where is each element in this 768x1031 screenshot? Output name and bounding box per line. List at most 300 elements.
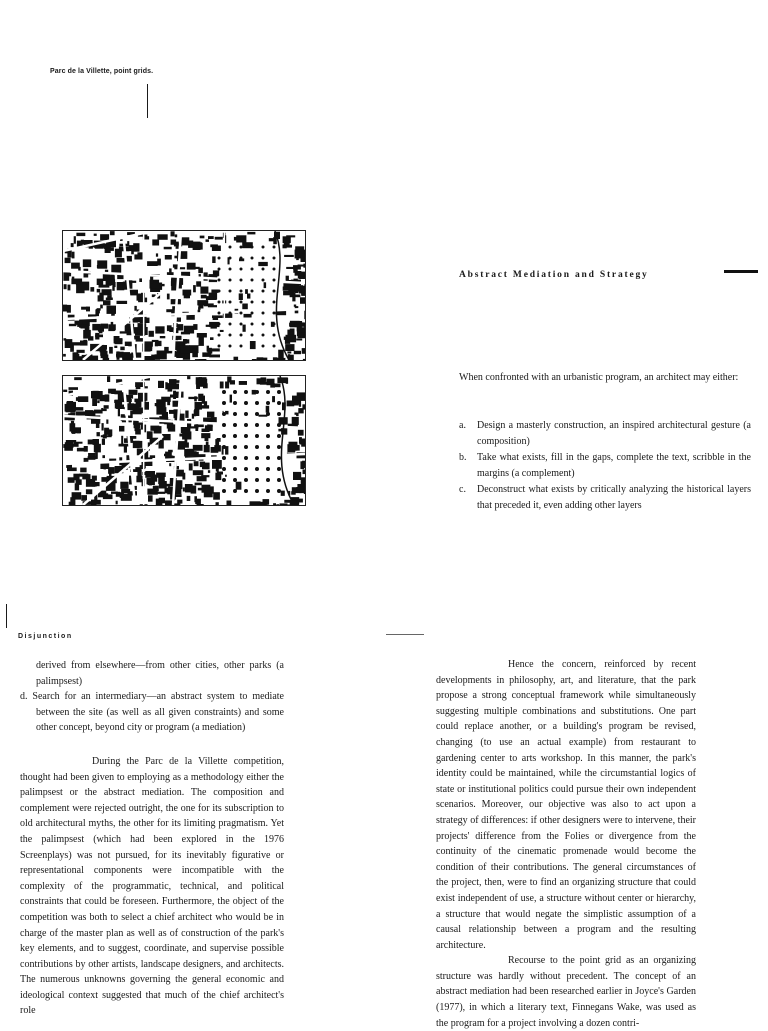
building-block: [147, 489, 157, 495]
building-block: [281, 491, 285, 496]
building-block: [78, 396, 88, 402]
grid-point: [229, 257, 232, 260]
grid-point: [218, 312, 221, 315]
building-block: [63, 354, 66, 357]
building-block: [292, 417, 299, 425]
building-block: [85, 410, 93, 417]
grid-point: [266, 434, 270, 438]
building-block: [64, 284, 67, 289]
list-item: [459, 450, 751, 482]
building-block: [88, 336, 93, 340]
building-block: [290, 329, 295, 332]
grid-point: [244, 445, 248, 449]
grid-point: [266, 401, 270, 405]
building-block: [111, 492, 118, 494]
grid-point: [266, 445, 270, 449]
building-block: [98, 295, 100, 301]
grid-point: [244, 423, 248, 427]
options-list: [459, 418, 751, 514]
building-block: [236, 482, 242, 490]
building-block: [197, 333, 207, 338]
building-block: [212, 256, 215, 263]
building-block: [247, 294, 250, 299]
building-block: [96, 421, 100, 428]
building-block: [215, 237, 223, 240]
building-block: [302, 461, 305, 468]
building-block: [199, 274, 201, 277]
building-block: [137, 470, 141, 479]
building-block: [213, 317, 219, 321]
building-block: [86, 479, 95, 487]
building-block: [150, 426, 159, 431]
building-block: [301, 286, 305, 295]
building-block: [107, 295, 112, 298]
building-block: [103, 358, 110, 360]
list-text: Deconstruct what exists by critically analyzing the historical layers that preceded it, even adding other layers: [477, 482, 751, 514]
point-grid-map-top: [62, 230, 306, 361]
building-block: [209, 293, 218, 300]
grid-point: [255, 390, 259, 394]
grid-point: [277, 434, 281, 438]
building-block: [206, 239, 210, 242]
building-block: [72, 252, 75, 259]
building-block: [196, 281, 201, 286]
building-block: [273, 503, 276, 505]
building-block: [149, 331, 154, 337]
grid-point: [273, 290, 276, 293]
building-block: [194, 496, 197, 502]
building-block: [97, 260, 107, 268]
grid-point: [244, 478, 248, 482]
grid-point: [233, 390, 237, 394]
building-block: [74, 407, 83, 411]
building-block: [179, 434, 188, 437]
grid-point: [218, 290, 221, 293]
grid-point: [233, 478, 237, 482]
building-block: [266, 406, 270, 413]
building-block: [298, 332, 306, 338]
building-block: [192, 244, 198, 248]
building-block: [115, 249, 122, 258]
street-line: [173, 231, 181, 360]
building-block: [294, 290, 298, 294]
grid-point: [251, 323, 254, 326]
building-block: [245, 289, 248, 294]
building-block: [289, 442, 298, 447]
grid-point: [273, 268, 276, 271]
building-block: [70, 497, 75, 505]
building-block: [97, 400, 99, 403]
building-block: [199, 337, 204, 346]
building-block: [209, 274, 219, 276]
grid-point: [273, 301, 276, 304]
grid-point: [266, 390, 270, 394]
grid-point: [229, 268, 232, 271]
building-block: [244, 314, 252, 318]
building-block: [117, 351, 120, 359]
building-block: [259, 415, 268, 417]
urban-map-drawing: [63, 376, 305, 505]
building-block: [211, 325, 217, 329]
building-block: [216, 502, 219, 505]
building-block: [164, 247, 172, 250]
grid-point: [244, 467, 248, 471]
building-block: [145, 386, 148, 388]
building-block: [76, 411, 86, 415]
building-block: [202, 396, 205, 404]
building-block: [302, 348, 305, 354]
building-block: [101, 408, 103, 410]
building-block: [156, 253, 158, 256]
building-block: [164, 454, 169, 457]
list-item: [459, 482, 751, 514]
grid-point: [251, 312, 254, 315]
grid-point: [240, 257, 243, 260]
building-block: [239, 381, 247, 385]
building-block: [102, 423, 104, 430]
building-block: [294, 351, 301, 354]
list-item: [459, 418, 751, 450]
grid-point: [244, 390, 248, 394]
grid-point: [277, 445, 281, 449]
grid-point: [273, 246, 276, 249]
building-block: [131, 353, 141, 358]
building-block: [285, 344, 294, 351]
building-block: [100, 234, 109, 240]
building-block: [96, 309, 100, 314]
building-block: [124, 446, 127, 453]
building-block: [63, 305, 67, 312]
grid-point: [244, 412, 248, 416]
building-block: [129, 281, 137, 283]
grid-point: [240, 290, 243, 293]
building-block: [299, 276, 305, 279]
building-block: [148, 495, 153, 501]
grid-point: [255, 467, 259, 471]
building-block: [239, 293, 243, 300]
figure-caption: Parc de la Villette, point grids.: [50, 68, 153, 75]
grid-point: [277, 401, 281, 405]
building-block: [76, 233, 85, 236]
building-block: [211, 447, 219, 453]
building-block: [230, 380, 235, 384]
grid-point: [251, 334, 254, 337]
grid-point: [251, 345, 254, 348]
building-block: [208, 470, 210, 473]
building-block: [97, 432, 100, 436]
building-block: [189, 463, 193, 470]
building-block: [139, 278, 142, 282]
building-block: [138, 298, 147, 303]
building-block: [263, 499, 270, 505]
grid-point: [222, 412, 226, 416]
list-letter: c.: [459, 482, 477, 514]
list-letter: a.: [459, 418, 477, 450]
grid-point: [229, 323, 232, 326]
building-block: [194, 410, 197, 416]
grid-point: [255, 489, 259, 493]
grid-point: [218, 279, 221, 282]
building-block: [195, 402, 203, 410]
building-block: [211, 348, 220, 351]
building-block: [198, 242, 202, 249]
building-block: [158, 381, 164, 388]
building-block: [86, 307, 90, 312]
building-block: [217, 472, 223, 475]
grid-point: [266, 456, 270, 460]
grid-point: [222, 489, 226, 493]
building-block: [197, 504, 204, 505]
building-block: [155, 326, 164, 333]
grid-point: [240, 279, 243, 282]
building-block: [296, 321, 302, 323]
building-block: [134, 306, 136, 311]
building-block: [194, 267, 200, 269]
grid-point: [244, 401, 248, 405]
building-block: [291, 491, 296, 495]
building-block: [234, 237, 238, 241]
building-block: [183, 290, 192, 296]
building-block: [74, 377, 82, 380]
building-block: [102, 439, 105, 445]
building-block: [71, 243, 74, 247]
building-block: [110, 231, 115, 235]
building-block: [269, 238, 274, 241]
grid-point: [273, 345, 276, 348]
body-paragraph: Hence the concern, reinforced by recent developments in philosophy, art, and literature, that the park propose a strong conceptual framework while simultaneously suggesting multiple combinations and substitutions. One part could replace another, or a building's program be revised, changing (to use an actual example) from restaurant to gardening center to arts workshop. In this manner, the park's identity could be maintained, while the circumstantial logics of state or institutional politics could pursue their own independent scenarios. Moreover, our objective was also to act upon a strategy of differences: if other designers were to intervene, their projects' difference from the Folies or divergence from the continuity of the cinematic promenade would become the condition of their contributions. The general circumstances of the project, then, were to find an organizing structure that could exist independent of use, a structure without center or hierarchy, a structure that would negate the simplistic assumption of a causal relationship between a program and the resulting architecture.: [436, 657, 696, 953]
building-block: [303, 264, 305, 268]
list-text: Design a masterly construction, an inspired architectural gesture (a composition): [477, 418, 751, 450]
building-block: [185, 484, 193, 492]
building-block: [120, 331, 128, 333]
building-block: [102, 289, 112, 295]
building-block: [297, 484, 305, 492]
grid-point: [233, 489, 237, 493]
building-block: [194, 396, 197, 401]
building-block: [101, 435, 112, 437]
building-block: [195, 483, 202, 486]
building-block: [165, 382, 167, 389]
building-block: [293, 265, 301, 269]
building-block: [118, 408, 120, 416]
building-block: [247, 232, 255, 235]
building-block: [69, 387, 79, 390]
building-block: [135, 441, 142, 448]
grid-point: [218, 301, 221, 304]
building-block: [75, 321, 83, 325]
grid-point: [277, 423, 281, 427]
building-block: [121, 489, 130, 494]
building-block: [65, 273, 71, 277]
grid-point: [229, 312, 232, 315]
grid-point: [255, 401, 259, 405]
building-block: [144, 356, 155, 360]
building-block: [167, 294, 170, 300]
building-block: [86, 489, 92, 494]
building-block: [284, 337, 291, 340]
building-block: [122, 352, 130, 359]
building-block: [111, 308, 115, 317]
building-block: [230, 395, 232, 403]
building-block: [150, 342, 153, 347]
building-block: [128, 343, 131, 347]
grid-point: [262, 279, 265, 282]
building-block: [160, 336, 166, 338]
grid-point: [255, 434, 259, 438]
building-block: [134, 245, 137, 249]
grid-point: [251, 290, 254, 293]
building-block: [114, 391, 122, 395]
list-text: Take what exists, fill in the gaps, complete the text, scribble in the margins (a complement): [477, 450, 751, 482]
building-block: [211, 290, 218, 293]
building-block: [283, 244, 287, 248]
grid-point: [233, 401, 237, 405]
grid-point: [218, 268, 221, 271]
building-block: [258, 262, 268, 266]
building-block: [79, 474, 88, 477]
building-block: [280, 503, 288, 505]
building-block: [77, 350, 85, 353]
building-block: [275, 384, 281, 388]
building-block: [220, 330, 224, 332]
building-block: [199, 377, 202, 383]
building-block: [167, 272, 174, 275]
building-block: [120, 347, 124, 351]
building-block: [92, 398, 97, 406]
grid-point: [262, 323, 265, 326]
building-block: [77, 448, 84, 452]
grid-point: [262, 246, 265, 249]
building-block: [70, 423, 76, 431]
building-block: [71, 342, 81, 345]
building-block: [213, 492, 220, 500]
building-block: [103, 300, 111, 305]
grid-point: [240, 323, 243, 326]
building-block: [252, 359, 257, 360]
building-block: [108, 467, 114, 474]
building-block: [136, 338, 144, 342]
building-block: [104, 405, 109, 409]
grid-point: [262, 290, 265, 293]
building-block: [100, 395, 109, 401]
building-block: [131, 249, 134, 254]
grid-point: [218, 257, 221, 260]
grid-point: [255, 412, 259, 416]
building-block: [84, 446, 88, 452]
grid-point: [233, 456, 237, 460]
building-block: [71, 263, 80, 269]
building-block: [165, 500, 173, 505]
grid-point: [262, 268, 265, 271]
building-block: [148, 481, 155, 485]
building-block: [88, 456, 97, 459]
caption-marker-line: [147, 84, 148, 118]
building-block: [243, 325, 246, 332]
building-block: [187, 376, 190, 379]
grid-point: [222, 467, 226, 471]
grid-point: [266, 423, 270, 427]
building-block: [157, 351, 167, 360]
grid-point: [262, 312, 265, 315]
grid-point: [262, 334, 265, 337]
intro-text: When confronted with an urbanistic program, an architect may either:: [459, 370, 751, 386]
building-block: [303, 470, 306, 475]
building-block: [150, 455, 155, 458]
grid-point: [222, 423, 226, 427]
building-block: [67, 401, 73, 407]
building-block: [200, 287, 208, 294]
building-block: [299, 437, 302, 443]
building-block: [206, 486, 214, 493]
building-block: [157, 475, 160, 478]
building-block: [202, 463, 210, 470]
grid-point: [251, 257, 254, 260]
building-block: [201, 295, 207, 299]
building-block: [215, 439, 219, 447]
center-rule: [386, 634, 424, 635]
grid-point: [233, 412, 237, 416]
building-block: [257, 358, 268, 360]
building-block: [246, 243, 249, 248]
left-column: [20, 658, 284, 1019]
building-block: [183, 487, 185, 491]
building-block: [107, 376, 110, 382]
grid-point: [277, 456, 281, 460]
grid-point: [262, 257, 265, 260]
building-block: [100, 305, 103, 309]
building-block: [296, 339, 302, 341]
building-block: [295, 413, 298, 415]
grid-point: [233, 434, 237, 438]
grid-point: [244, 489, 248, 493]
grid-point: [229, 246, 232, 249]
grid-point: [218, 334, 221, 337]
building-block: [90, 287, 94, 292]
grid-point: [255, 445, 259, 449]
building-block: [168, 450, 173, 453]
building-block: [181, 427, 191, 433]
building-block: [194, 461, 199, 466]
building-block: [304, 323, 305, 332]
building-block: [141, 424, 143, 429]
grid-point: [244, 456, 248, 460]
grid-point: [266, 467, 270, 471]
grid-point: [266, 412, 270, 416]
building-block: [165, 255, 172, 260]
grid-point: [277, 489, 281, 493]
building-block: [193, 285, 196, 292]
building-block: [276, 504, 279, 505]
page-edge-mark: [6, 604, 7, 628]
building-block: [186, 295, 189, 298]
building-block: [167, 491, 171, 494]
building-block: [304, 311, 305, 320]
building-block: [201, 475, 209, 477]
building-block: [227, 501, 232, 506]
building-block: [167, 325, 172, 331]
building-block: [234, 357, 239, 360]
building-block: [80, 324, 87, 328]
section-rule: [724, 270, 758, 273]
body-paragraph: Recourse to the point grid as an organizing structure was hardly without precedent. The concept of an abstract mediation had been researched earlier in Joyce's Garden (1977), in which a literary text, Finnegans Wake, was used as the program for a project involving a dozen contri-: [436, 953, 696, 1031]
building-block: [80, 468, 86, 473]
grid-point: [233, 467, 237, 471]
grid-point: [240, 312, 243, 315]
building-block: [97, 279, 104, 285]
grid-point: [262, 345, 265, 348]
body-paragraph: During the Parc de la Villette competition, thought had been given to employing as a methodology either the palimpsest or the abstract mediation. The composition and complement were rejected outright, the one for its subscription to old architectural myths, the other for its limiting pragmatism. Yet the palimpsest (which had been explored in the 1976 Screenplays) was not pursued, for its inevitably figurative or representational components were incompatible with the complexity of the programmatic, technical, and political constraints that could be foreseen. Furthermore, the object of the competition was both to select a chief architect who would be in charge of the master plan as well as of construction of the park's key elements, and to suggest, coordinate, and supervise possible contributions by other artists, landscape designers, and architects. The numerous unknowns governing the general economic and ideological context suggested that much of the chief architect's role: [20, 754, 284, 1019]
grid-point: [251, 246, 254, 249]
